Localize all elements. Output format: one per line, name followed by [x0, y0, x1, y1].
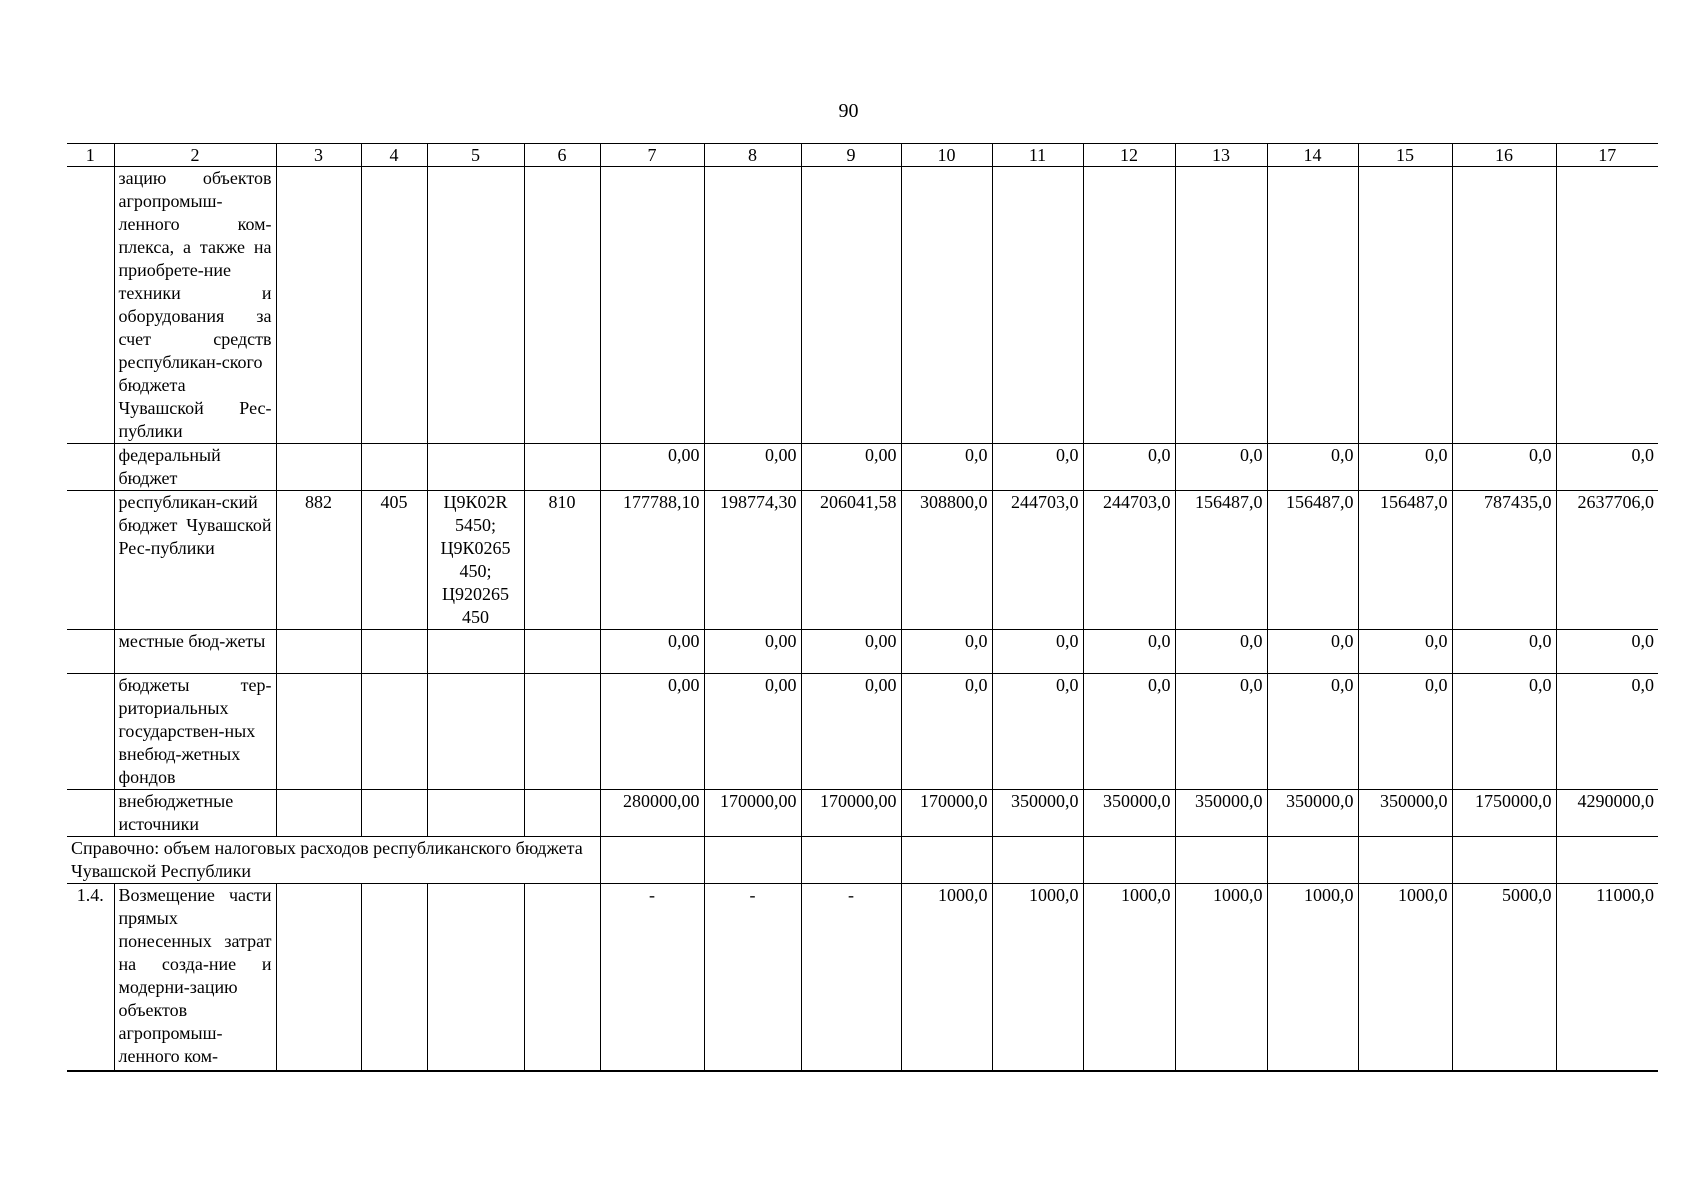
column-number-cell: 1 [67, 144, 114, 167]
amount-cell [1175, 167, 1267, 444]
amount-cell: 206041,58 [801, 491, 901, 630]
amount-cell: 0,00 [801, 674, 901, 790]
ministry-code-cell [276, 444, 361, 491]
row-name-cell: внебюджетные источники [114, 790, 276, 837]
column-number-cell: 12 [1083, 144, 1175, 167]
amount-cell [1452, 167, 1556, 444]
section-code-cell [361, 674, 427, 790]
column-number-cell: 15 [1358, 144, 1452, 167]
ministry-code-cell [276, 884, 361, 1071]
amount-cell: 170000,00 [704, 790, 801, 837]
amount-cell: 1000,0 [1083, 884, 1175, 1071]
amount-cell: - [600, 884, 704, 1071]
section-code-cell [361, 884, 427, 1071]
amount-cell: 156487,0 [1358, 491, 1452, 630]
amount-cell [801, 837, 901, 884]
amount-cell: 0,0 [1358, 674, 1452, 790]
amount-cell: 350000,0 [1358, 790, 1452, 837]
amount-cell: 0,0 [1175, 444, 1267, 491]
amount-cell: 0,0 [1267, 674, 1358, 790]
column-number-row [67, 144, 1658, 167]
amount-cell: 0,0 [1175, 674, 1267, 790]
column-number-cell: 5 [427, 144, 524, 167]
ministry-code-cell [276, 790, 361, 837]
target-article-cell [427, 790, 524, 837]
amount-cell: 0,00 [801, 630, 901, 674]
section-code-cell [361, 630, 427, 674]
amount-cell [1358, 167, 1452, 444]
amount-cell: 0,0 [1556, 444, 1658, 491]
expense-type-cell [524, 674, 600, 790]
amount-cell: 5000,0 [1452, 884, 1556, 1071]
amount-cell [600, 167, 704, 444]
amount-cell: 1000,0 [1175, 884, 1267, 1071]
row-number-cell [67, 674, 114, 790]
column-number-cell: 17 [1556, 144, 1658, 167]
expense-type-cell: 810 [524, 491, 600, 630]
section-code-cell: 405 [361, 491, 427, 630]
amount-cell: 0,00 [600, 674, 704, 790]
amount-cell: 280000,00 [600, 790, 704, 837]
amount-cell: 0,00 [704, 630, 801, 674]
column-number-cell: 4 [361, 144, 427, 167]
amount-cell: 0,0 [901, 674, 992, 790]
amount-cell: 0,0 [1267, 630, 1358, 674]
amount-cell: 0,0 [1083, 630, 1175, 674]
ministry-code-cell: 882 [276, 491, 361, 630]
amount-cell [1083, 167, 1175, 444]
amount-cell: 0,0 [1556, 630, 1658, 674]
table-row [67, 674, 1658, 790]
row-name-cell: республикан-ский бюджет Чувашской Рес-публики [114, 491, 276, 630]
target-article-cell [427, 444, 524, 491]
amount-cell: 0,0 [901, 630, 992, 674]
amount-cell: 350000,0 [1083, 790, 1175, 837]
amount-cell [1267, 837, 1358, 884]
amount-cell [600, 837, 704, 884]
amount-cell: 1000,0 [992, 884, 1083, 1071]
amount-cell: 0,0 [1358, 444, 1452, 491]
row-name-cell: местные бюд-жеты [114, 630, 276, 674]
column-number-cell: 11 [992, 144, 1083, 167]
table-row [67, 884, 1658, 1071]
table-row [67, 630, 1658, 674]
amount-cell: 2637706,0 [1556, 491, 1658, 630]
amount-cell: 156487,0 [1175, 491, 1267, 630]
amount-cell: 350000,0 [1175, 790, 1267, 837]
ministry-code-cell [276, 674, 361, 790]
amount-cell: 0,0 [1452, 630, 1556, 674]
amount-cell: 0,00 [704, 444, 801, 491]
target-article-cell: Ц9К02R 5450; Ц9К0265 450; Ц920265 450 [427, 491, 524, 630]
expense-type-cell [524, 167, 600, 444]
amount-cell [992, 837, 1083, 884]
amount-cell: 0,0 [1452, 444, 1556, 491]
budget-table [67, 143, 1658, 1072]
amount-cell: 0,00 [704, 674, 801, 790]
target-article-cell [427, 674, 524, 790]
amount-cell: 0,0 [992, 674, 1083, 790]
amount-cell [992, 167, 1083, 444]
amount-cell: 0,0 [1556, 674, 1658, 790]
amount-cell: 198774,30 [704, 491, 801, 630]
row-number-cell [67, 167, 114, 444]
row-name-cell: бюджеты тер-риториальных государствен-ных внебюд-жетных фондов [114, 674, 276, 790]
row-number-cell: 1.4. [67, 884, 114, 1071]
amount-cell: 0,00 [600, 444, 704, 491]
amount-cell: 1000,0 [901, 884, 992, 1071]
amount-cell: 1750000,0 [1452, 790, 1556, 837]
section-code-cell [361, 790, 427, 837]
column-number-cell: 3 [276, 144, 361, 167]
row-name-cell: зацию объектов агропромыш-ленного ком-плекса, а также на приобрете-ние техники и оборудования за счет средств республикан-ского бюджета Чувашской Рес-публики [114, 167, 276, 444]
expense-type-cell [524, 884, 600, 1071]
section-code-cell [361, 444, 427, 491]
reference-row [67, 837, 1658, 884]
target-article-cell [427, 630, 524, 674]
amount-cell: 308800,0 [901, 491, 992, 630]
amount-cell [1556, 837, 1658, 884]
table-row [67, 444, 1658, 491]
amount-cell [801, 167, 901, 444]
amount-cell: 0,0 [901, 444, 992, 491]
row-number-cell [67, 630, 114, 674]
amount-cell: 0,0 [992, 630, 1083, 674]
amount-cell [901, 167, 992, 444]
amount-cell: 177788,10 [600, 491, 704, 630]
amount-cell [1083, 837, 1175, 884]
column-number-cell: 16 [1452, 144, 1556, 167]
amount-cell: 0,00 [801, 444, 901, 491]
amount-cell: 170000,0 [901, 790, 992, 837]
target-article-cell [427, 167, 524, 444]
amount-cell: - [801, 884, 901, 1071]
amount-cell: 11000,0 [1556, 884, 1658, 1071]
amount-cell: 0,0 [1083, 674, 1175, 790]
column-number-cell: 8 [704, 144, 801, 167]
amount-cell [1175, 837, 1267, 884]
amount-cell: 1000,0 [1267, 884, 1358, 1071]
column-number-cell: 10 [901, 144, 992, 167]
amount-cell: 350000,0 [992, 790, 1083, 837]
row-name-cell: Возмещение части прямых понесенных затрат на созда-ние и модерни-зацию объектов агропромыш-ленного ком- [114, 884, 276, 1071]
amount-cell: 156487,0 [1267, 491, 1358, 630]
amount-cell [901, 837, 992, 884]
amount-cell: 787435,0 [1452, 491, 1556, 630]
table-row [67, 491, 1658, 630]
row-number-cell [67, 790, 114, 837]
expense-type-cell [524, 630, 600, 674]
amount-cell [1452, 837, 1556, 884]
column-number-cell: 14 [1267, 144, 1358, 167]
column-number-cell: 9 [801, 144, 901, 167]
row-number-cell [67, 444, 114, 491]
row-name-cell: федеральный бюджет [114, 444, 276, 491]
table-row [67, 790, 1658, 837]
expense-type-cell [524, 444, 600, 491]
ministry-code-cell [276, 630, 361, 674]
column-number-cell: 7 [600, 144, 704, 167]
amount-cell: 1000,0 [1358, 884, 1452, 1071]
table-row [67, 167, 1658, 444]
amount-cell: 0,0 [1175, 630, 1267, 674]
amount-cell: 0,0 [992, 444, 1083, 491]
amount-cell: 170000,00 [801, 790, 901, 837]
amount-cell [1267, 167, 1358, 444]
column-number-cell: 2 [114, 144, 276, 167]
page-number: 90 [838, 100, 859, 122]
amount-cell: 350000,0 [1267, 790, 1358, 837]
column-number-cell: 13 [1175, 144, 1267, 167]
section-code-cell [361, 167, 427, 444]
amount-cell: 0,0 [1267, 444, 1358, 491]
amount-cell: 244703,0 [992, 491, 1083, 630]
amount-cell: 0,0 [1358, 630, 1452, 674]
amount-cell: 0,0 [1452, 674, 1556, 790]
amount-cell: 4290000,0 [1556, 790, 1658, 837]
amount-cell: 244703,0 [1083, 491, 1175, 630]
amount-cell [704, 837, 801, 884]
expense-type-cell [524, 790, 600, 837]
amount-cell [704, 167, 801, 444]
reference-text-cell: Справочно: объем налоговых расходов республиканского бюджета Чувашской Республики [67, 837, 600, 884]
column-number-cell: 6 [524, 144, 600, 167]
amount-cell [1556, 167, 1658, 444]
amount-cell: - [704, 884, 801, 1071]
amount-cell: 0,0 [1083, 444, 1175, 491]
row-number-cell [67, 491, 114, 630]
amount-cell: 0,00 [600, 630, 704, 674]
amount-cell [1358, 837, 1452, 884]
ministry-code-cell [276, 167, 361, 444]
target-article-cell [427, 884, 524, 1071]
